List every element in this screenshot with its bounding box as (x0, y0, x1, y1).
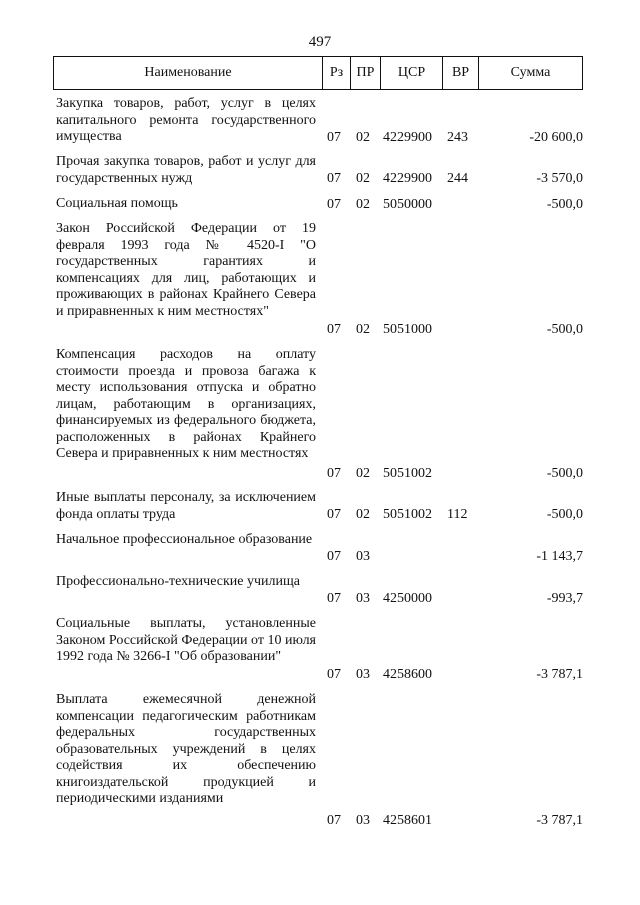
row-vr: 243 (447, 129, 468, 145)
table-row (0, 221, 640, 338)
row-sum: -500,0 (546, 196, 583, 212)
row-vr: 244 (447, 170, 468, 186)
row-rz: 07 (327, 465, 341, 481)
row-pr: 02 (356, 465, 370, 481)
row-rz: 07 (327, 129, 341, 145)
header-name: Наименование (144, 65, 232, 80)
row-name: Компенсация расходов на оплату стоимости проезда и провоза багажа к месту использования отпуска и обратно лицам, работающим в организациях, финансируемых из федерального бюджета, расположенных в районах Крайнего Севера и приравненных к ним местностях (56, 347, 316, 461)
row-sum: -3 570,0 (536, 170, 583, 186)
row-csr: 4229900 (383, 170, 432, 186)
row-name: Выплата ежемесячной денежной компенсации педагогическим работникам федеральных государственных образовательных учреждений в целях содействия их обеспечению книгоиздательской продукцией и периодическими изданиями (56, 692, 316, 806)
table-row (0, 574, 640, 607)
row-pr: 02 (356, 506, 370, 522)
row-sum: -1 143,7 (536, 548, 583, 564)
row-name: Закон Российской Федерации от 19 февраля 1993 года № 4520-I "О государственных гарантиях и компенсациях для лиц, работающих и проживающих в районах Крайнего Севера и приравненных к ним местностях" (56, 221, 316, 319)
row-csr: 5051000 (383, 321, 432, 337)
row-name: Начальное профессиональное образование (56, 532, 313, 547)
table-row (0, 490, 640, 523)
row-sum: -20 600,0 (529, 129, 583, 145)
row-csr: 4258601 (383, 812, 432, 828)
row-rz: 07 (327, 590, 341, 606)
row-name: Прочая закупка товаров, работ и услуг для государственных нужд (56, 154, 316, 186)
row-pr: 03 (356, 666, 370, 682)
row-name: Социальные выплаты, установленные Законом Российской Федерации от 10 июля 1992 года № 3266-I "Об образовании" (56, 616, 316, 664)
row-name: Иные выплаты персоналу, за исключением фонда оплаты труда (56, 490, 316, 522)
row-csr: 5051002 (383, 506, 432, 522)
header-vr: ВР (442, 57, 478, 89)
row-rz: 07 (327, 812, 341, 828)
row-pr: 02 (356, 129, 370, 145)
row-rz: 07 (327, 196, 341, 212)
row-sum: -3 787,1 (536, 666, 583, 682)
row-name: Профессионально-технические училища (56, 574, 300, 589)
row-rz: 07 (327, 321, 341, 337)
table-header (53, 56, 583, 90)
row-name: Закупка товаров, работ, услуг в целях капитального ремонта государственного имущества (56, 96, 316, 144)
row-sum: -500,0 (546, 321, 583, 337)
header-csr: ЦСР (380, 57, 442, 89)
row-csr: 5051002 (383, 465, 432, 481)
table-row (0, 96, 640, 146)
row-csr: 5050000 (383, 196, 432, 212)
row-pr: 02 (356, 321, 370, 337)
row-pr: 03 (356, 812, 370, 828)
row-pr: 03 (356, 548, 370, 564)
row-csr: 4229900 (383, 129, 432, 145)
row-sum: -500,0 (546, 465, 583, 481)
row-csr: 4258600 (383, 666, 432, 682)
table-row (0, 616, 640, 683)
row-sum: -993,7 (546, 590, 583, 606)
row-csr: 4250000 (383, 590, 432, 606)
row-sum: -500,0 (546, 506, 583, 522)
row-rz: 07 (327, 548, 341, 564)
row-rz: 07 (327, 666, 341, 682)
row-pr: 02 (356, 196, 370, 212)
row-rz: 07 (327, 170, 341, 186)
table-row (0, 196, 640, 213)
table-row (0, 347, 640, 482)
row-pr: 03 (356, 590, 370, 606)
row-rz: 07 (327, 506, 341, 522)
row-sum: -3 787,1 (536, 812, 583, 828)
header-rz: Рз (322, 57, 350, 89)
row-pr: 02 (356, 170, 370, 186)
row-vr: 112 (447, 506, 468, 522)
table-row (0, 532, 640, 565)
row-name: Социальная помощь (56, 196, 178, 211)
header-pr: ПР (350, 57, 380, 89)
header-sum: Сумма (478, 57, 582, 89)
page-number: 497 (308, 34, 332, 50)
table-row (0, 692, 640, 829)
table-row (0, 154, 640, 187)
